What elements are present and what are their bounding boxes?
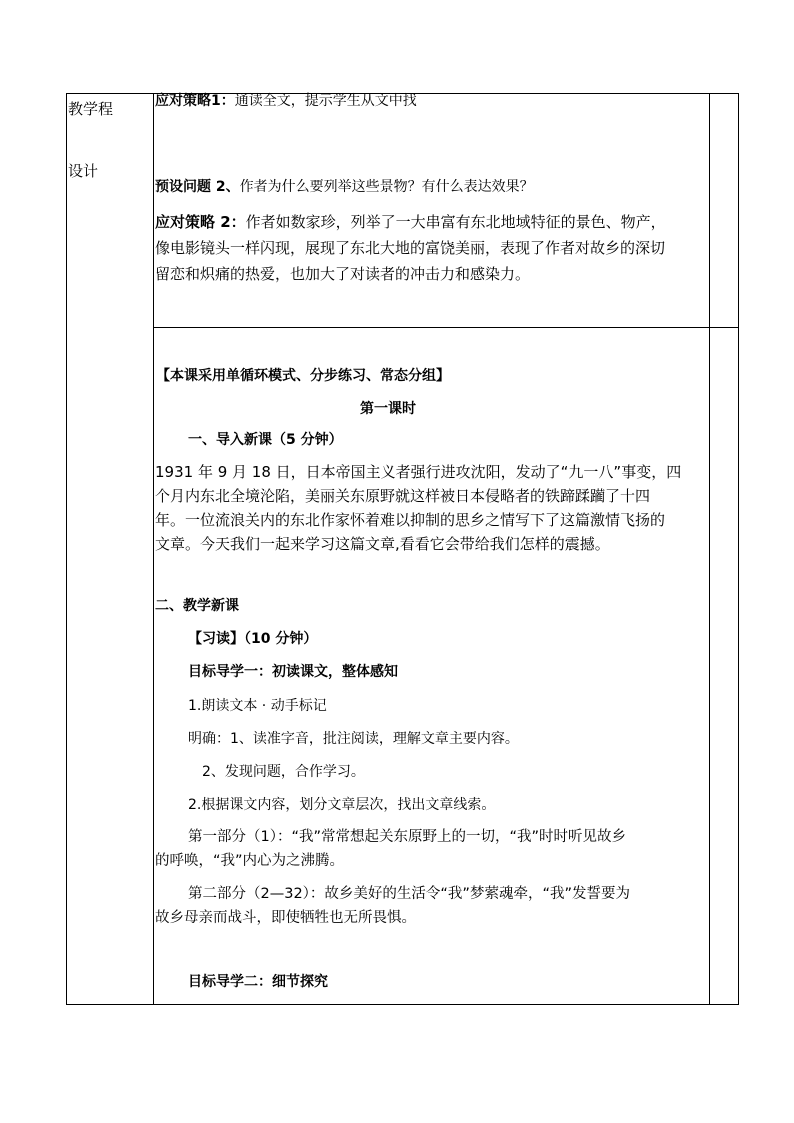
section1-line2: 的呼唤，“我”内心为之沸腾。 <box>155 853 345 869</box>
mode-heading: 【本课采用单循环模式、分步练习、常态分组】 <box>156 368 450 384</box>
row-divider <box>153 327 739 328</box>
part2-title: 二、教学新课 <box>155 598 239 614</box>
strategy2-label: 应对策略 2： <box>155 213 246 231</box>
strategy2-text-1: 作者如数家珍，列举了一大串富有东北地域特征的景色、物产， <box>245 213 666 231</box>
question2-text: 作者为什么要列举这些景物？有什么表达效果？ <box>239 179 534 195</box>
strategy2-line3: 留恋和炽痛的热爱，也加大了对读者的冲击力和感染力。 <box>155 265 531 283</box>
column-divider-right <box>709 93 710 1005</box>
part1-line2: 个月内东北全境沦陷，美丽关东原野就这样被日本侵略者的铁蹄蹂躏了十四 <box>155 487 651 505</box>
strategy1-text: 通读全文，提示学生从文中找 <box>234 93 417 109</box>
side-label-line2: 设计 <box>68 162 99 180</box>
mingque-line2: 2、发现问题，合作学习。 <box>202 764 365 780</box>
strategy2-line2: 像电影镜头一样闪现，展现了东北大地的富饶美丽，表现了作者对故乡的深切 <box>155 239 666 257</box>
table-right-border <box>738 93 739 1005</box>
side-label-line1: 教学程 <box>68 100 114 118</box>
lesson-title: 第一课时 <box>360 401 416 417</box>
strategy1-label: 应对策略1： <box>155 93 235 109</box>
table-left-border <box>66 93 67 1005</box>
goal2-heading: 目标导学二：细节探究 <box>188 974 328 990</box>
section2-line2: 故乡母亲而战斗，即使牺牲也无所畏惧。 <box>155 910 416 926</box>
section2-line1: 第二部分（2—32）：故乡美好的生活令“我”梦萦魂牵，“我”发誓要为 <box>188 886 630 902</box>
mingque-line1: 明确：1、读准字音，批注阅读，理解文章主要内容。 <box>188 731 519 747</box>
part1-line3: 年。一位流浪关内的东北作家怀着难以抑制的思乡之情写下了这篇激情飞扬的 <box>155 511 666 529</box>
item1: 1.朗读文本 · 动手标记 <box>188 698 327 714</box>
strategy1-line <box>155 91 417 111</box>
part1-line1: 1931 年 9 月 18 日，日本帝国主义者强行进攻沈阳，发动了“九一八”事变，四 <box>155 463 682 481</box>
section1-line1: 第一部分（1）：“我”常常想起关东原野上的一切，“我”时时听见故乡 <box>188 829 627 845</box>
strategy2-line1 <box>155 212 666 232</box>
question2-label: 预设问题 2、 <box>155 179 240 195</box>
item2: 2.根据课文内容，划分文章层次，找出文章线索。 <box>188 797 496 813</box>
question2-line <box>155 177 534 197</box>
column-divider-left <box>153 93 154 1005</box>
table-bottom-border <box>66 1004 739 1005</box>
part1-line4: 文章。今天我们一起来学习这篇文章,看看它会带给我们怎样的震撼。 <box>155 535 610 553</box>
xidu-heading: 【习读】（10 分钟） <box>188 631 318 647</box>
part1-title: 一、导入新课（5 分钟） <box>188 432 343 448</box>
goal1-heading: 目标导学一：初读课文，整体感知 <box>188 664 398 680</box>
